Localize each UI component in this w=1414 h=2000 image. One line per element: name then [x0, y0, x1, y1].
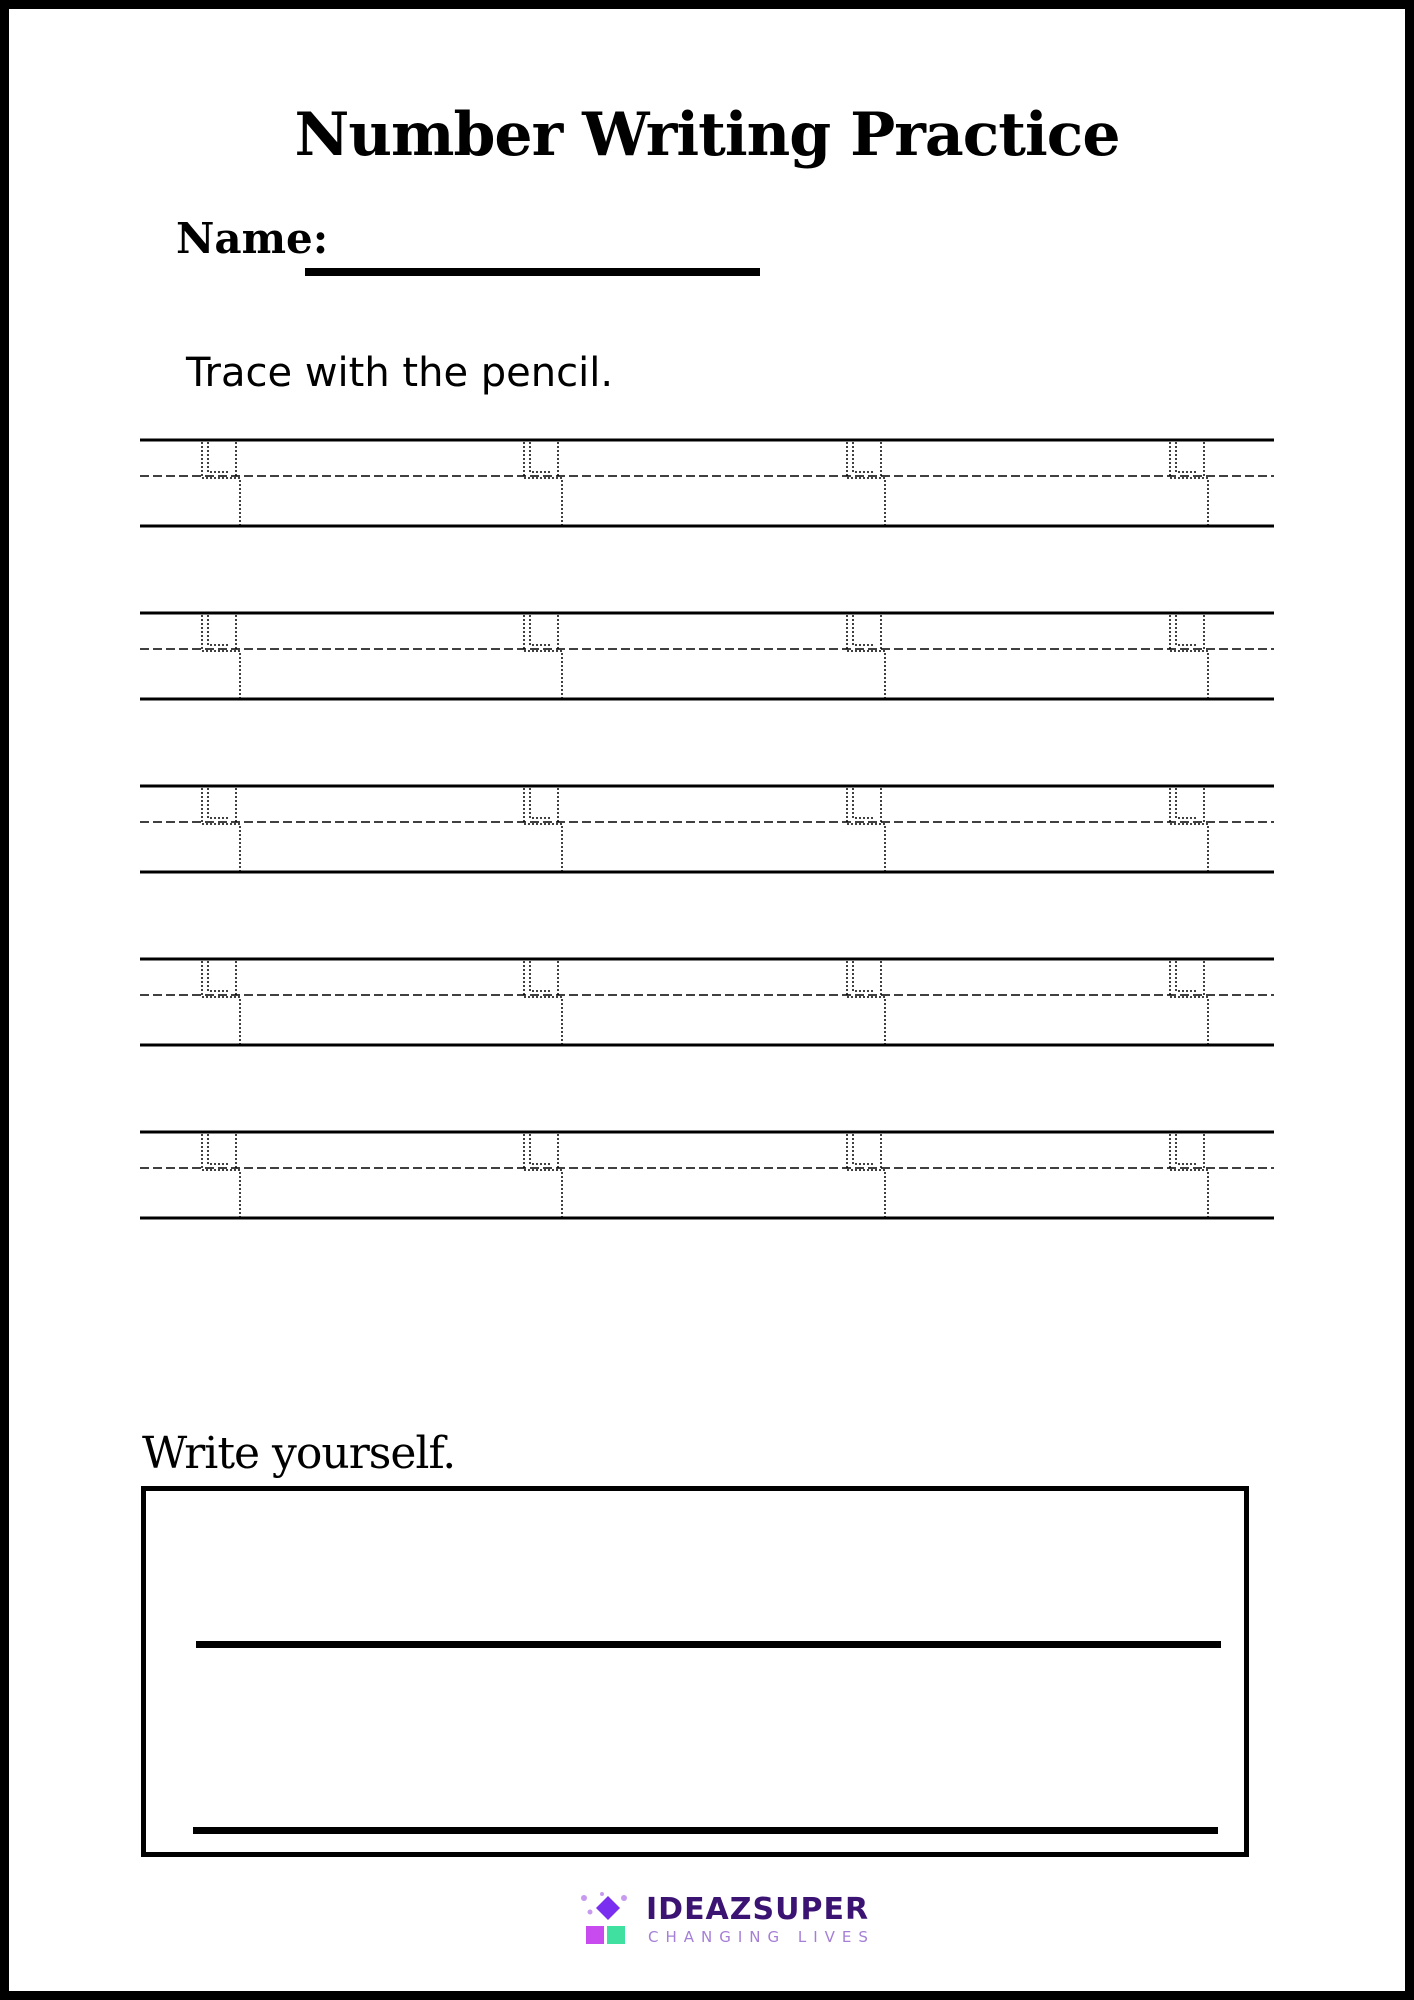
trace-digit-one: [1170, 615, 1208, 699]
trace-instruction: Trace with the pencil.: [186, 350, 614, 396]
trace-digit-one: [847, 615, 885, 699]
trace-digit-one: [524, 961, 562, 1045]
brand-tagline: CHANGING LIVES: [648, 1928, 875, 1946]
brand-logo-icon: [580, 1890, 646, 1950]
trace-digit-one: [847, 961, 885, 1045]
trace-digit-one: [524, 615, 562, 699]
page-title: Number Writing Practice: [294, 100, 1120, 170]
trace-digit-one: [202, 1134, 240, 1218]
write-line[interactable]: [196, 1641, 1221, 1648]
write-line[interactable]: [193, 1827, 1218, 1834]
trace-digit-one: [847, 442, 885, 526]
trace-digit-one: [524, 788, 562, 872]
trace-digit-one: [847, 788, 885, 872]
brand-logo: [580, 1890, 880, 1950]
write-label: Write yourself.: [142, 1428, 456, 1479]
trace-digit-one: [1170, 1134, 1208, 1218]
trace-digit-one: [524, 1134, 562, 1218]
trace-digit-one: [1170, 442, 1208, 526]
trace-digit-one: [1170, 961, 1208, 1045]
trace-digit-one: [847, 1134, 885, 1218]
brand-name: IDEAZSUPER: [646, 1892, 870, 1927]
trace-digit-one: [1170, 788, 1208, 872]
trace-digit-one: [202, 442, 240, 526]
trace-digit-one: [524, 442, 562, 526]
trace-digit-one: [202, 788, 240, 872]
trace-digit-one: [202, 961, 240, 1045]
name-label: Name:: [176, 214, 329, 263]
trace-digit-one: [202, 615, 240, 699]
write-box[interactable]: [141, 1486, 1249, 1857]
